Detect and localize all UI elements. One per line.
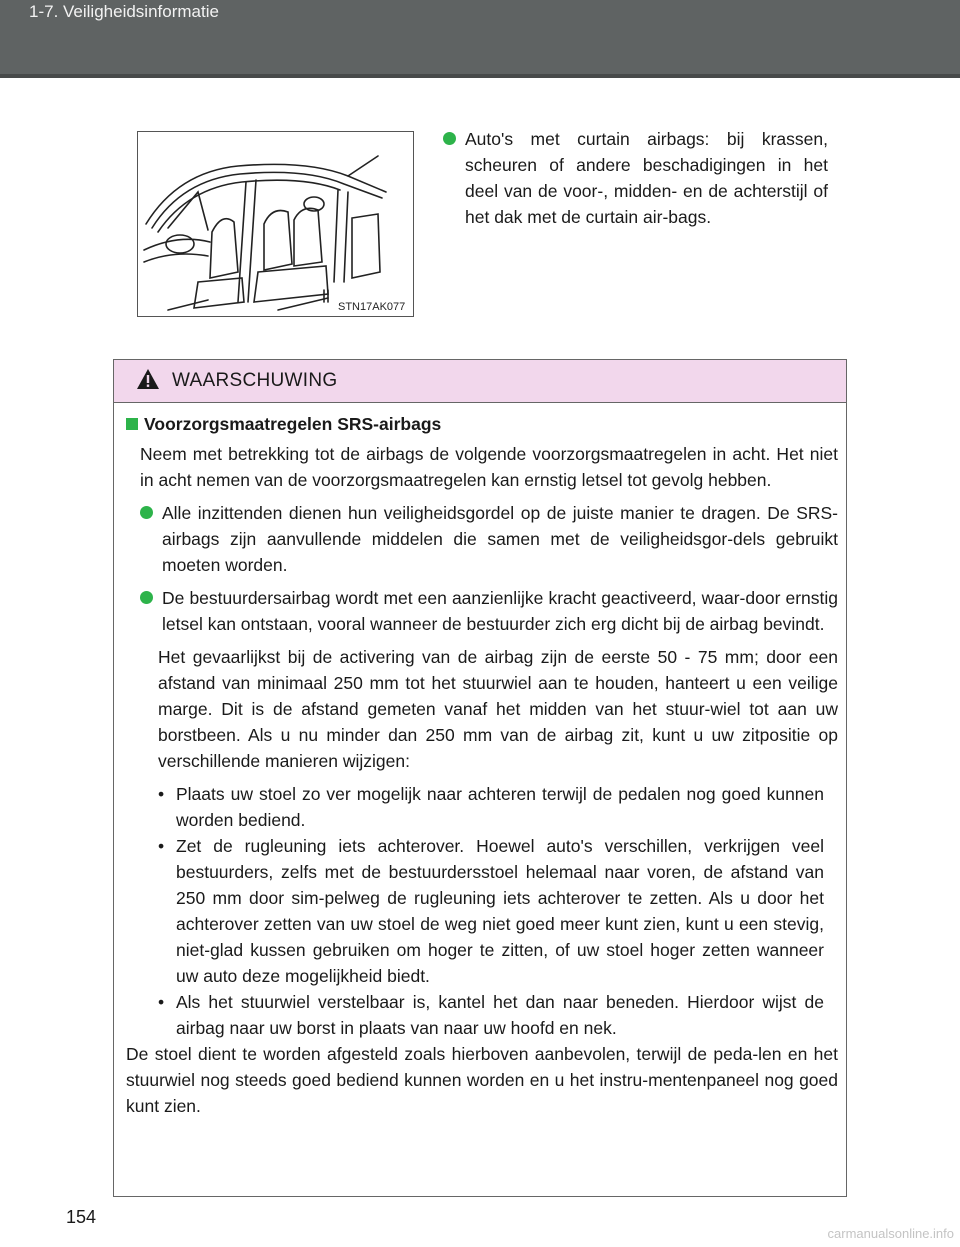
warning-box: [113, 359, 847, 1197]
page-number: 154: [66, 1207, 97, 1227]
list-item: [158, 989, 838, 1041]
watermark: carmanualsonline.info: [827, 1226, 954, 1241]
green-bullet-icon: [140, 591, 153, 604]
adjust-options-list: [158, 781, 838, 1041]
green-bullet-icon: [140, 506, 153, 519]
warning-intro: Neem met betrekking tot de airbags de volgende voorzorgsmaatregelen in acht. Het niet in acht nemen van de voorzorgsmaatregelen kan ernstig letsel tot gevolg hebben.: [140, 444, 838, 490]
list-item-text: Als het stuurwiel verstelbaar is, kantel het dan naar beneden. Hierdoor wijst de airbag naar uw borst in plaats van naar uw hoofd en nek.: [176, 992, 824, 1038]
list-item-text: Zet de rugleuning iets achterover. Hoewel auto's verschillen, verkrijgen veel bestuurders, zelfs met de bestuurdersstoel helemaal naar voren, de afstand van 250 mm door sim-pelweg de rugleuning iets achterover te zetten. Als u door het achterover zetten van uw stoel de weg niet goed meer kunt zien, kunt u een stevig, niet-glad kussen gebruiken om hoger te zitten, of uw stoel hoger zetten wanneer uw auto deze mogelijkheid biedt.: [176, 836, 824, 986]
closing-paragraph: De stoel dient te worden afgesteld zoals hierboven aanbevolen, terwijl de peda-len en het stuurwiel nog steeds goed bediend kunnen worden en u het instru-mentenpaneel nog goed kunt zien.: [126, 1044, 838, 1116]
section-title: 1-7. Veiligheidsinformatie: [29, 2, 219, 21]
bullet-2-text: De bestuurdersairbag wordt met een aanzienlijke kracht geactiveerd, waar-door ernstig letsel kan ontstaan, vooral wanneer de bestuurder zich erg dicht bij de airbag bevindt.: [162, 588, 838, 634]
warning-bullet-1: [140, 500, 838, 578]
car-interior-drawing: [138, 132, 412, 315]
green-bullet-icon: [443, 132, 456, 145]
subheading-text: Voorzorgsmaatregelen SRS-airbags: [144, 414, 442, 434]
distance-paragraph: Het gevaarlijkst bij de activering van de airbag zijn de eerste 50 - 75 mm; door een afstand van minimaal 250 mm tot het stuurwiel aan te houden, hanteert u een veilige marge. Dit is de afstand gemeten vanaf het midden van het stuur-wiel tot aan uw borstbeen. Als u nu minder dan 250 mm van de airbag zit, kunt u uw zitpositie op verschillende manieren wijzigen:: [158, 647, 838, 771]
list-marker: •: [158, 836, 165, 856]
warning-header: [114, 360, 846, 403]
car-interior-illustration: [137, 131, 414, 317]
list-item: [158, 833, 838, 989]
list-marker: •: [158, 992, 165, 1012]
warning-body: [114, 403, 845, 1119]
warning-title: WAARSCHUWING: [172, 370, 338, 391]
green-square-icon: [126, 418, 138, 430]
header-rule: [0, 74, 960, 78]
intro-text: Auto's met curtain airbags: bij krassen, scheuren of andere beschadigingen in het deel van de voor-, midden- en de achterstijl of het dak met de curtain air-bags.: [465, 129, 828, 227]
warning-subheading: [126, 411, 838, 437]
list-marker: •: [158, 784, 165, 804]
bullet-1-text: Alle inzittenden dienen hun veiligheidsgordel op de juiste manier te dragen. De SRS-airbags zijn aanvullende middelen die samen met de veiligheidsgor-dels gebruikt moeten worden.: [162, 503, 838, 575]
figure-code: STN17AK077: [338, 301, 406, 313]
list-item-text: Plaats uw stoel zo ver mogelijk naar achteren terwijl de pedalen nog goed kunnen worden bediend.: [176, 784, 824, 830]
warning-bullet-2: [140, 585, 838, 637]
list-item: [158, 781, 838, 833]
header-band: [0, 0, 960, 78]
warning-triangle-icon: [136, 368, 160, 390]
intro-bullet: [443, 126, 828, 230]
